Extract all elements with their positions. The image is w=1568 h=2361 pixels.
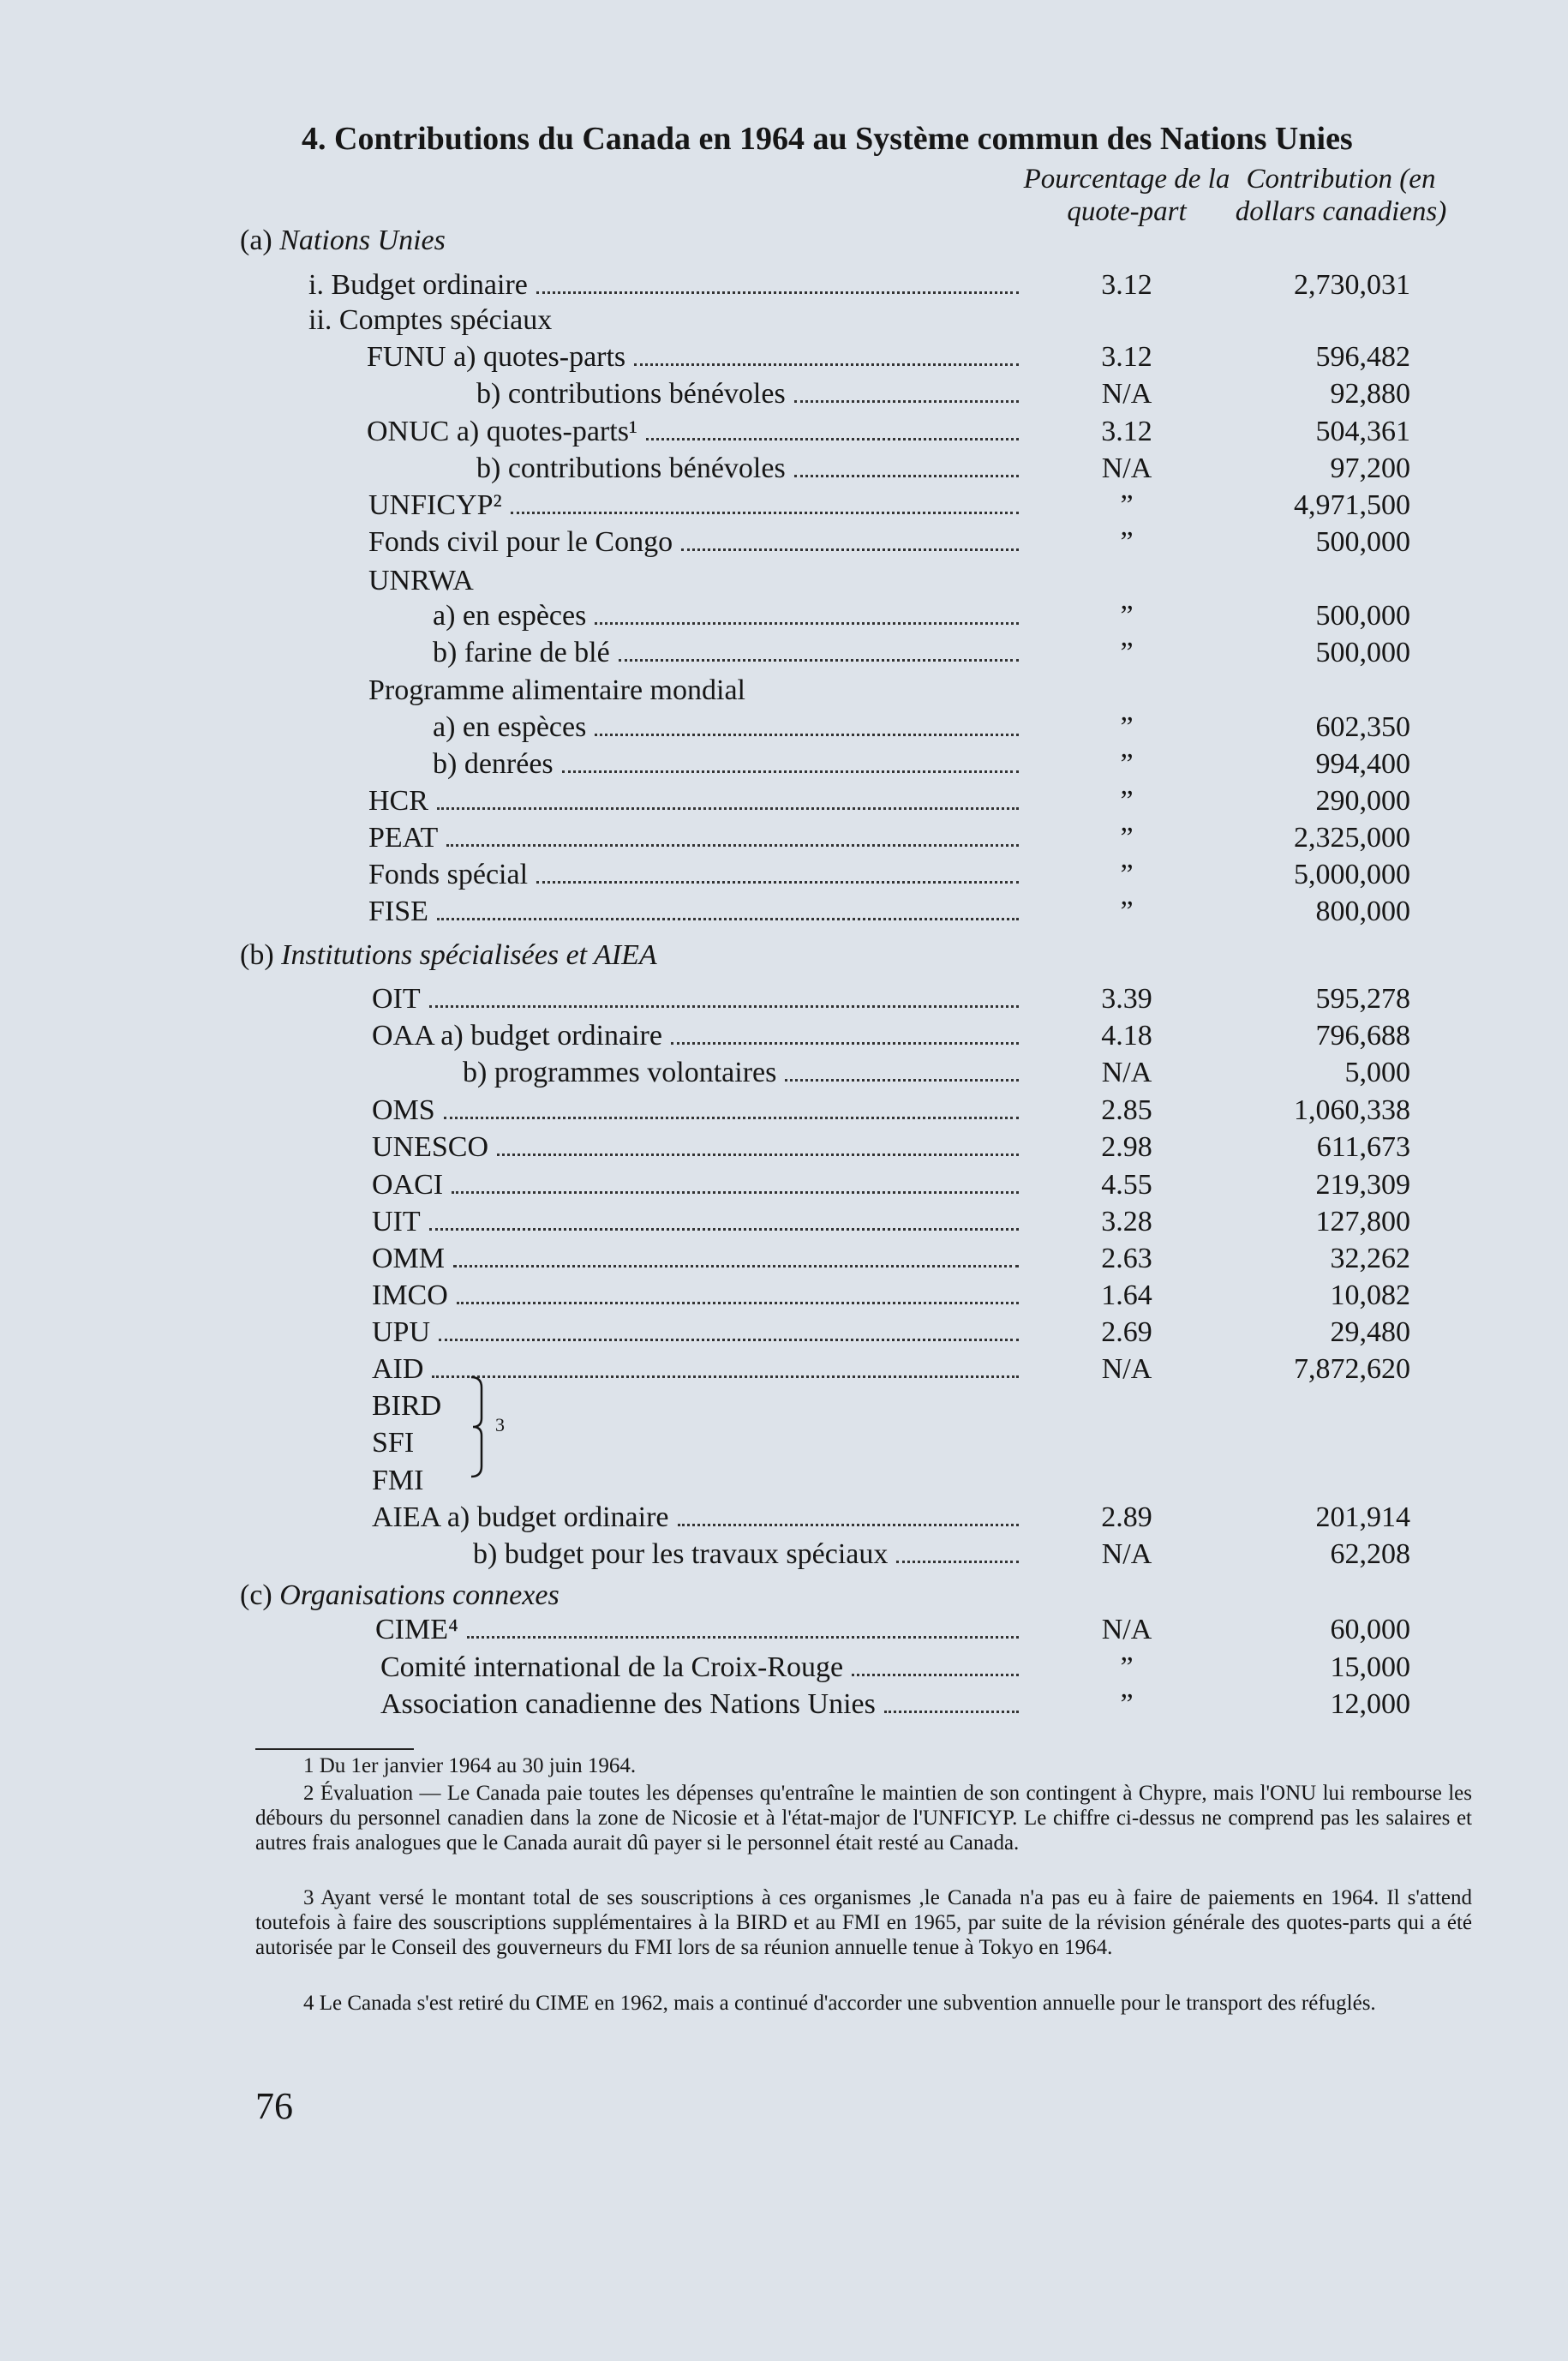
row-percentage: N/A — [1101, 1614, 1152, 1645]
row-label — [372, 1501, 1024, 1534]
table-title: 4. Contributions du Canada en 1964 au Système commun des Nations Unies — [302, 121, 1353, 157]
footnote-3: 3 Ayant versé le montant total de ses souscriptions à ces organismes ,le Canada n'a pas eu à faire de paiements en 1964. Il s'attend toutefois à faire des souscriptions supplémentaires à la BIRD et au FMI en 1965, par suite de la révision générale des quotes-parts qui a été autorisée par le Conseil des gouverneurs du FMI lors de sa réunion annuelle tenue à Tokyo en 1964. — [255, 1886, 1472, 1959]
row-label-text: b) contributions bénévoles — [476, 452, 786, 484]
header-contribution: Contribution (en dollars canadiens) — [1235, 164, 1447, 227]
dot-leader — [437, 918, 1019, 920]
table-row — [0, 1651, 1568, 1687]
row-amount: 12,000 — [1330, 1688, 1410, 1720]
row-amount: 595,278 — [1315, 983, 1410, 1015]
dot-leader — [794, 400, 1019, 403]
row-label — [308, 269, 1024, 302]
row-amount: 500,000 — [1315, 600, 1410, 632]
dot-leader — [562, 770, 1019, 773]
table-row — [0, 1279, 1568, 1315]
table-row — [0, 1538, 1568, 1574]
row-percentage: N/A — [1101, 1538, 1152, 1570]
row-label — [433, 600, 1024, 632]
table-row — [0, 637, 1568, 673]
table-row — [0, 711, 1568, 747]
row-amount: 500,000 — [1315, 526, 1410, 558]
row-label-text: OAA a) budget ordinaire — [372, 1020, 662, 1052]
table-row — [0, 1206, 1568, 1242]
row-amount: 4,971,500 — [1294, 489, 1410, 521]
dot-leader — [432, 1375, 1019, 1378]
row-label-text: i. Budget ordinaire — [308, 269, 528, 301]
dot-leader — [634, 363, 1019, 366]
dot-leader — [852, 1674, 1019, 1676]
table-row — [0, 1131, 1568, 1167]
row-label — [476, 378, 1024, 410]
dot-leader — [884, 1711, 1019, 1713]
footnote-rule — [255, 1748, 414, 1750]
table-row — [0, 1614, 1568, 1650]
row-amount: 5,000,000 — [1294, 859, 1410, 890]
dot-leader — [429, 1005, 1019, 1008]
row-label-text: a) en espèces — [433, 600, 587, 632]
row-percentage: 2.69 — [1101, 1316, 1152, 1348]
row-amount: 62,208 — [1330, 1538, 1410, 1570]
row-percentage: 4.55 — [1101, 1169, 1152, 1201]
table-row — [0, 269, 1568, 305]
table-row — [0, 1020, 1568, 1056]
dot-leader — [681, 548, 1019, 551]
row-amount: 1,060,338 — [1294, 1094, 1410, 1126]
row-amount: 32,262 — [1330, 1243, 1410, 1274]
dot-leader — [595, 734, 1019, 736]
row-amount: 800,000 — [1315, 896, 1410, 927]
dot-leader — [511, 512, 1019, 514]
row-label — [476, 452, 1024, 485]
row-label-text: b) contributions bénévoles — [476, 378, 786, 410]
dot-leader — [497, 1154, 1019, 1156]
table-row — [0, 452, 1568, 488]
dot-leader — [896, 1561, 1019, 1563]
row-label-text: a) en espèces — [433, 711, 587, 743]
row-amount: 92,880 — [1330, 378, 1410, 410]
row-label — [372, 1020, 1024, 1052]
row-label — [367, 416, 1024, 448]
row-amount: 5,000 — [1344, 1057, 1410, 1088]
row-percentage: ” — [1120, 489, 1134, 521]
row-label — [433, 748, 1024, 781]
row-label-text: AIEA a) budget ordinaire — [372, 1501, 669, 1533]
row-percentage: ” — [1120, 1688, 1134, 1720]
table-row — [0, 565, 1568, 601]
row-label-text: Comité international de la Croix-Rouge — [380, 1651, 844, 1683]
row-percentage: 3.12 — [1101, 269, 1152, 301]
dot-leader — [678, 1524, 1020, 1526]
row-percentage: 3.12 — [1101, 416, 1152, 447]
row-label-text: CIME⁴ — [375, 1614, 458, 1645]
dot-leader — [619, 659, 1019, 662]
row-label-text: b) farine de blé — [433, 637, 610, 668]
row-amount: 602,350 — [1315, 711, 1410, 743]
table-row — [0, 1465, 1568, 1501]
row-label — [473, 1538, 1024, 1571]
row-percentage: ” — [1120, 1651, 1134, 1683]
table-row — [0, 859, 1568, 895]
dot-leader — [452, 1191, 1019, 1194]
row-label — [372, 1243, 1024, 1275]
row-label — [375, 1614, 1024, 1646]
row-label-text: Association canadienne des Nations Unies — [380, 1688, 876, 1720]
row-label — [372, 1131, 1024, 1164]
table-row — [0, 1688, 1568, 1724]
right-brace-icon — [470, 1375, 485, 1478]
table-row — [0, 600, 1568, 636]
row-amount: 29,480 — [1330, 1316, 1410, 1348]
row-percentage: 4.18 — [1101, 1020, 1152, 1052]
row-amount: 500,000 — [1315, 637, 1410, 668]
row-amount: 504,361 — [1315, 416, 1410, 447]
row-label — [368, 674, 1024, 707]
row-amount: 97,200 — [1330, 452, 1410, 484]
section-nations-unies — [240, 225, 446, 257]
dot-leader — [453, 1265, 1019, 1267]
dot-leader — [437, 807, 1019, 810]
row-percentage: 3.39 — [1101, 983, 1152, 1015]
row-label-text: OIT — [372, 983, 421, 1015]
row-label — [380, 1651, 1024, 1684]
dot-leader — [536, 291, 1019, 294]
section-label: Institutions spécialisées et AIEA — [281, 939, 657, 971]
row-label — [372, 1094, 1024, 1127]
row-label-text: OMS — [372, 1094, 435, 1126]
section-organisations-connexes — [240, 1579, 560, 1612]
row-label-text: HCR — [368, 785, 428, 817]
row-amount: 60,000 — [1330, 1614, 1410, 1645]
row-amount: 201,914 — [1315, 1501, 1410, 1533]
table-row — [0, 304, 1568, 340]
row-label-text: SFI — [372, 1427, 415, 1459]
table-row — [0, 1316, 1568, 1352]
row-label — [380, 1688, 1024, 1721]
row-percentage: 2.63 — [1101, 1243, 1152, 1274]
footnote-1: 1 Du 1er janvier 1964 au 30 juin 1964. — [303, 1754, 637, 1777]
footnote-2: 2 Évaluation — Le Canada paie toutes les dépenses qu'entraîne le maintien de son contingent à Chypre, mais l'ONU lui rembourse les débours du personnel canadien dans la zone de Nicosie et à l'état-major de l'UNFICYP. Le chiffre ci-dessus ne comprend pas les salaires et autres frais analogues que le Canada aurait dû payer si le personnel était resté au Canada. — [255, 1782, 1472, 1855]
row-label — [367, 341, 1024, 374]
row-label-text: PEAT — [368, 822, 439, 854]
dot-leader — [646, 438, 1019, 440]
table-row — [0, 526, 1568, 562]
row-amount: 796,688 — [1315, 1020, 1410, 1052]
section-prefix: (a) — [240, 225, 280, 256]
dot-leader — [785, 1079, 1019, 1082]
row-percentage: ” — [1120, 526, 1134, 558]
row-amount: 15,000 — [1330, 1651, 1410, 1683]
row-label-text: b) budget pour les travaux spéciaux — [473, 1538, 889, 1570]
row-label — [372, 983, 1024, 1016]
table-row — [0, 1390, 1568, 1426]
row-amount: 127,800 — [1315, 1206, 1410, 1237]
row-amount: 2,325,000 — [1294, 822, 1410, 854]
dot-leader — [444, 1117, 1019, 1119]
page-number: 76 — [255, 2085, 293, 2127]
row-label — [368, 489, 1024, 522]
table-row — [0, 1169, 1568, 1205]
row-label-text: UNRWA — [368, 565, 474, 596]
section-label: Organisations connexes — [279, 1579, 560, 1611]
dot-leader — [467, 1636, 1019, 1639]
row-label — [433, 637, 1024, 669]
row-percentage: ” — [1120, 711, 1134, 743]
row-label — [372, 1279, 1024, 1312]
row-label-text: Fonds spécial — [368, 859, 529, 890]
table-row — [0, 748, 1568, 784]
row-percentage: ” — [1120, 637, 1134, 668]
row-amount: 7,872,620 — [1294, 1353, 1410, 1385]
table-row — [0, 416, 1568, 452]
row-percentage: 2.98 — [1101, 1131, 1152, 1163]
row-label — [372, 1169, 1024, 1201]
table-row — [0, 378, 1568, 414]
row-label-text: UPU — [372, 1316, 431, 1348]
row-label — [368, 785, 1024, 818]
row-percentage: 3.28 — [1101, 1206, 1152, 1237]
row-label — [368, 896, 1024, 928]
row-percentage: ” — [1120, 859, 1134, 890]
header-percentage: Pourcentage de la quote-part — [1023, 164, 1230, 227]
dot-leader — [439, 1339, 1019, 1341]
table-row — [0, 1094, 1568, 1130]
row-label-text: FUNU a) quotes-parts — [367, 341, 626, 373]
row-percentage: 1.64 — [1101, 1279, 1152, 1311]
row-amount: 994,400 — [1315, 748, 1410, 780]
table-row — [0, 1427, 1568, 1463]
table-row — [0, 983, 1568, 1019]
row-label-text: FMI — [372, 1465, 424, 1496]
row-label-text: IMCO — [372, 1279, 448, 1311]
row-label — [368, 565, 1024, 597]
dot-leader — [536, 881, 1019, 884]
dot-leader — [671, 1042, 1019, 1045]
table-row — [0, 822, 1568, 858]
table-row — [0, 674, 1568, 710]
row-percentage: ” — [1120, 785, 1134, 817]
row-percentage: ” — [1120, 748, 1134, 780]
dot-leader — [595, 622, 1019, 625]
dot-leader — [429, 1228, 1019, 1231]
row-label — [368, 822, 1024, 854]
row-amount: 611,673 — [1316, 1131, 1410, 1163]
row-label-text: ONUC a) quotes-parts¹ — [367, 416, 638, 447]
table-row — [0, 1057, 1568, 1093]
row-label — [463, 1057, 1024, 1089]
row-amount: 596,482 — [1315, 341, 1410, 373]
row-label-text: Programme alimentaire mondial — [368, 674, 745, 706]
row-label-text: ii. Comptes spéciaux — [308, 304, 553, 336]
row-percentage: N/A — [1101, 1057, 1152, 1088]
row-percentage: ” — [1120, 600, 1134, 632]
row-label-text: b) denrées — [433, 748, 554, 780]
table-row — [0, 489, 1568, 525]
table-row — [0, 1501, 1568, 1537]
row-label — [372, 1316, 1024, 1349]
dot-leader — [794, 475, 1019, 477]
table-row — [0, 896, 1568, 932]
row-percentage: 2.85 — [1101, 1094, 1152, 1126]
row-label-text: Fonds civil pour le Congo — [368, 526, 673, 558]
row-label-text: FISE — [368, 896, 428, 927]
row-percentage: ” — [1120, 822, 1134, 854]
row-percentage: ” — [1120, 896, 1134, 927]
row-label — [372, 1206, 1024, 1238]
section-label: Nations Unies — [279, 225, 446, 256]
row-amount: 2,730,031 — [1294, 269, 1410, 301]
row-percentage: N/A — [1101, 452, 1152, 484]
table-row — [0, 785, 1568, 821]
row-label — [368, 526, 1024, 559]
brace-footnote-ref: 3 — [495, 1414, 505, 1435]
row-percentage: 3.12 — [1101, 341, 1152, 373]
section-prefix: (b) — [240, 939, 282, 971]
row-label-text: BIRD — [372, 1390, 442, 1422]
row-label-text: OMM — [372, 1243, 446, 1274]
row-amount: 10,082 — [1330, 1279, 1410, 1311]
row-label — [368, 859, 1024, 891]
row-amount: 290,000 — [1315, 785, 1410, 817]
row-label-text: AID — [372, 1353, 424, 1385]
row-label-text: UIT — [372, 1206, 421, 1237]
row-percentage: N/A — [1101, 1353, 1152, 1385]
table-row — [0, 341, 1568, 377]
row-label — [308, 304, 1024, 337]
table-row — [0, 1243, 1568, 1279]
row-label-text: UNESCO — [372, 1131, 489, 1163]
row-percentage: N/A — [1101, 378, 1152, 410]
row-label-text: UNFICYP² — [368, 489, 502, 521]
row-label-text: OACI — [372, 1169, 444, 1201]
section-institutions — [240, 939, 657, 972]
row-label — [433, 711, 1024, 744]
row-label-text: b) programmes volontaires — [463, 1057, 777, 1088]
row-amount: 219,309 — [1315, 1169, 1410, 1201]
section-prefix: (c) — [240, 1579, 280, 1611]
table-row — [0, 1353, 1568, 1389]
row-percentage: 2.89 — [1101, 1501, 1152, 1533]
dot-leader — [446, 844, 1019, 847]
dot-leader — [457, 1302, 1019, 1304]
footnote-4: 4 Le Canada s'est retiré du CIME en 1962, mais a continué d'accorder une subvention annuelle pour le transport des réfuglés. — [303, 1992, 1376, 2015]
